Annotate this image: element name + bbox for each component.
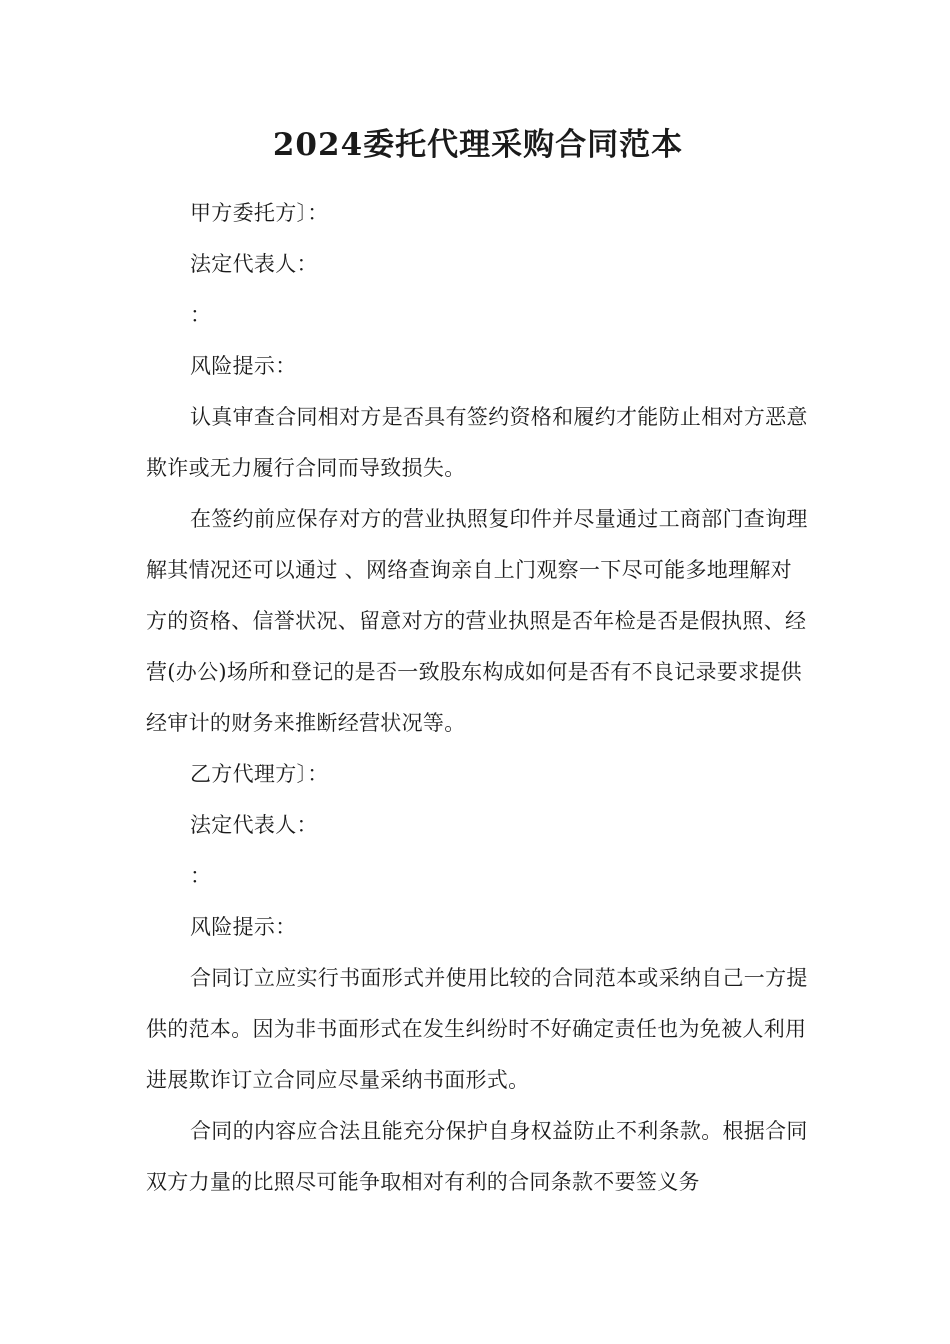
- risk-notice-paragraph-3: 合同订立应实行书面形式并使用比较的合同范本或采纳自己一方提供的范本。因为非书面形式在发生纠纷时不好确定责任也为免被人利用进展欺诈订立合同应尽量采纳书面形式。: [146, 966, 808, 1092]
- party-a-blank-field: ：: [190, 303, 212, 327]
- party-b-label: 乙方代理方〕：: [190, 762, 329, 786]
- risk-notice-paragraph-4: 合同的内容应合法且能充分保护自身权益防止不利条款。根据合同双方力量的比照尽可能争取相对有利的合同条款不要签义务: [146, 1119, 808, 1194]
- risk-notice-paragraph-1: 认真审查合同相对方是否具有签约资格和履约才能防止相对方恶意欺诈或无力履行合同而导致损失。: [146, 405, 808, 480]
- document-page: [146, 118, 810, 1208]
- risk-notice-heading-2: 风险提示：: [190, 915, 297, 939]
- party-b-blank-field: ：: [190, 864, 212, 888]
- document-title: 2024委托代理采购合同范本: [272, 127, 684, 163]
- risk-notice-paragraph-2: 在签约前应保存对方的营业执照复印件并尽量通过工商部门查询理解其情况还可以通过 、网络查询亲自上门观察一下尽可能多地理解对方的资格、信誉状况、留意对方的营业执照是否年检是否是假执照、经营(办公)场所和登记的是否一致股东构成如何是否有不良记录要求提供经审计的财务来推断经营状况等。: [146, 507, 808, 735]
- party-b-legal-rep: 法定代表人：: [190, 813, 318, 837]
- party-a-label: 甲方委托方〕：: [190, 201, 329, 225]
- party-a-legal-rep: 法定代表人：: [190, 252, 318, 276]
- risk-notice-heading-1: 风险提示：: [190, 354, 297, 378]
